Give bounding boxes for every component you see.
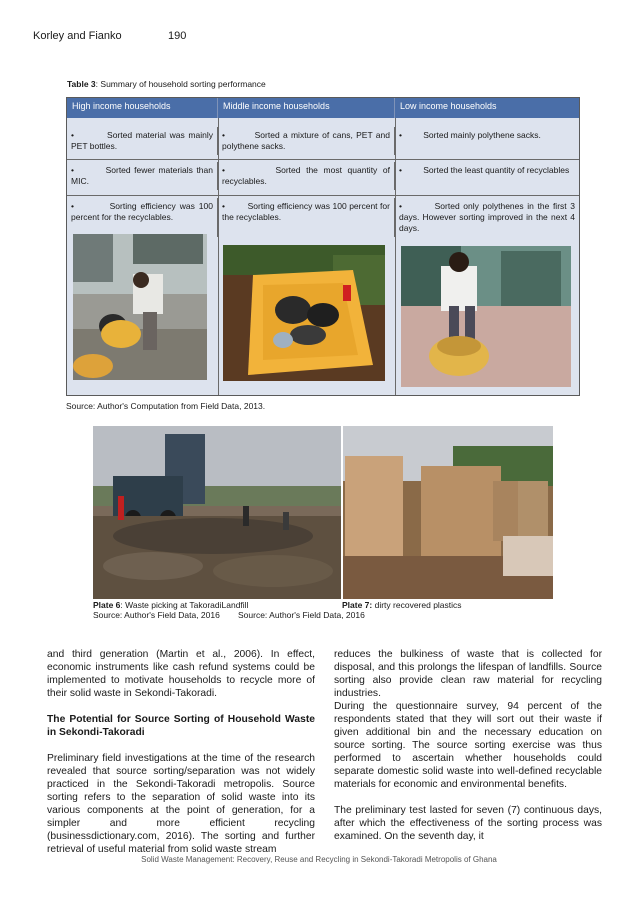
plate-7-text: dirty recovered plastics: [372, 600, 462, 610]
table-row: [67, 198, 579, 237]
cell-text: Sorted the least quantity of recyclables: [423, 165, 570, 175]
cell-text: Sorted only polythenes in the first 3 days. However sorting improved in the next 4 days.: [399, 201, 575, 233]
cell-text: Sorted material was mainly PET bottles.: [71, 130, 213, 151]
table-row: [67, 162, 579, 190]
table-header-high-income: High income households: [67, 98, 218, 118]
table-source: Source: Author's Computation from Field Data, 2013.: [66, 401, 266, 411]
right-paragraph-1: reduces the bulkiness of waste that is collected for disposal, and this prolongs the lifespan of landfills. Source sorting also provide clean raw material for recycling industries.: [334, 649, 602, 699]
photo-middle-income-sorting: [223, 245, 385, 381]
table-cell: [395, 162, 579, 190]
table-cell: [218, 127, 395, 155]
photo-high-income-sorting: [73, 234, 207, 380]
plate-6-text: : Waste picking at TakoradiLandfill: [120, 600, 249, 610]
cell-text: Sorting efficiency was 100 percent for the recyclables.: [222, 201, 390, 222]
table-header-low-income: Low income households: [400, 101, 497, 111]
table-row: [67, 127, 579, 155]
table-cell: [395, 198, 579, 237]
table-caption-text: : Summary of household sorting performance: [95, 79, 266, 89]
bullet-icon: •: [71, 165, 74, 175]
plate-7-label: Plate 7:: [342, 600, 373, 610]
plate-6-source: Source: Author's Field Data, 2016: [93, 610, 220, 620]
table-cell: [67, 198, 218, 237]
plate-7-source: Source: Author's Field Data, 2016: [238, 610, 365, 620]
table-cell: [67, 127, 218, 155]
section-heading: The Potential for Source Sorting of Household Waste in Sekondi-Takoradi: [47, 714, 315, 738]
table-caption: [67, 79, 266, 89]
plate-6-label: Plate 6: [93, 600, 121, 610]
plate-7-caption: [342, 600, 462, 610]
table-header-middle-income: Middle income households: [218, 98, 395, 118]
left-paragraph-2: Preliminary field investigations at the time of the research revealed that source sorting/separation was not widely practiced in the Sekondi-Takoradi metropolis. Source sorting refers to the separation of solid waste into its various components at the point of generation, for a simpler and more efficient recycling (businessdictionary.com, 2016). The sorting and further retrieval of useful material from solid waste stream: [47, 753, 315, 855]
bullet-icon: •: [222, 130, 225, 140]
right-column: [334, 648, 602, 843]
cell-text: Sorted a mixture of cans, PET and polythene sacks.: [222, 130, 390, 151]
bullet-icon: •: [222, 201, 225, 211]
table-cell: [67, 162, 218, 190]
bullet-icon: •: [71, 201, 74, 211]
left-column: [47, 648, 315, 856]
cell-text: Sorted fewer materials than MIC.: [71, 165, 213, 186]
left-paragraph-1: and third generation (Martin et al., 2006). In effect, economic instruments like cash refund systems could be implemented to motivate households to recycle more of their solid waste in Sekondi-Takoradi.: [47, 649, 315, 699]
cell-text: Sorted mainly polythene sacks.: [423, 130, 541, 140]
page-number: 190: [168, 30, 187, 42]
right-paragraph-2: During the questionnaire survey, 94 percent of the respondents stated that they will sort out their waste if given additional bin and the necessary education on source sorting. The source sorting exercise was thus performed to ascertain whether households could separate domestic solid waste into well-defined recyclable materials for economic and environmental benefits.: [334, 701, 602, 790]
table-header-row: [67, 98, 579, 118]
sorting-performance-table: [66, 97, 580, 396]
photo-dirty-recovered-plastics: [343, 426, 553, 599]
bullet-icon: •: [222, 165, 225, 175]
table-caption-label: Table 3: [67, 79, 96, 89]
cell-text: Sorted the most quantity of recyclables.: [222, 165, 390, 186]
table-cell: [218, 162, 395, 190]
bullet-icon: •: [71, 130, 74, 140]
photo-low-income-sorting: [401, 246, 571, 387]
plate-6-caption: [93, 600, 248, 610]
table-cell: [218, 198, 395, 237]
running-footer: Solid Waste Management: Recovery, Reuse and Recycling in Sekondi-Takoradi Metropolis of Ghana: [141, 855, 497, 864]
photo-waste-picking-landfill: [93, 426, 341, 599]
bullet-icon: •: [399, 130, 402, 140]
table-cell: [395, 127, 579, 155]
right-paragraph-3: The preliminary test lasted for seven (7) continuous days, after which the effectiveness of the sorting process was examined. On the seventh day, it: [334, 805, 602, 842]
running-header-author: Korley and Fianko: [33, 30, 122, 42]
bullet-icon: •: [399, 201, 402, 211]
bullet-icon: •: [399, 165, 402, 175]
cell-text: Sorting efficiency was 100 percent for the recyclables.: [71, 201, 213, 222]
